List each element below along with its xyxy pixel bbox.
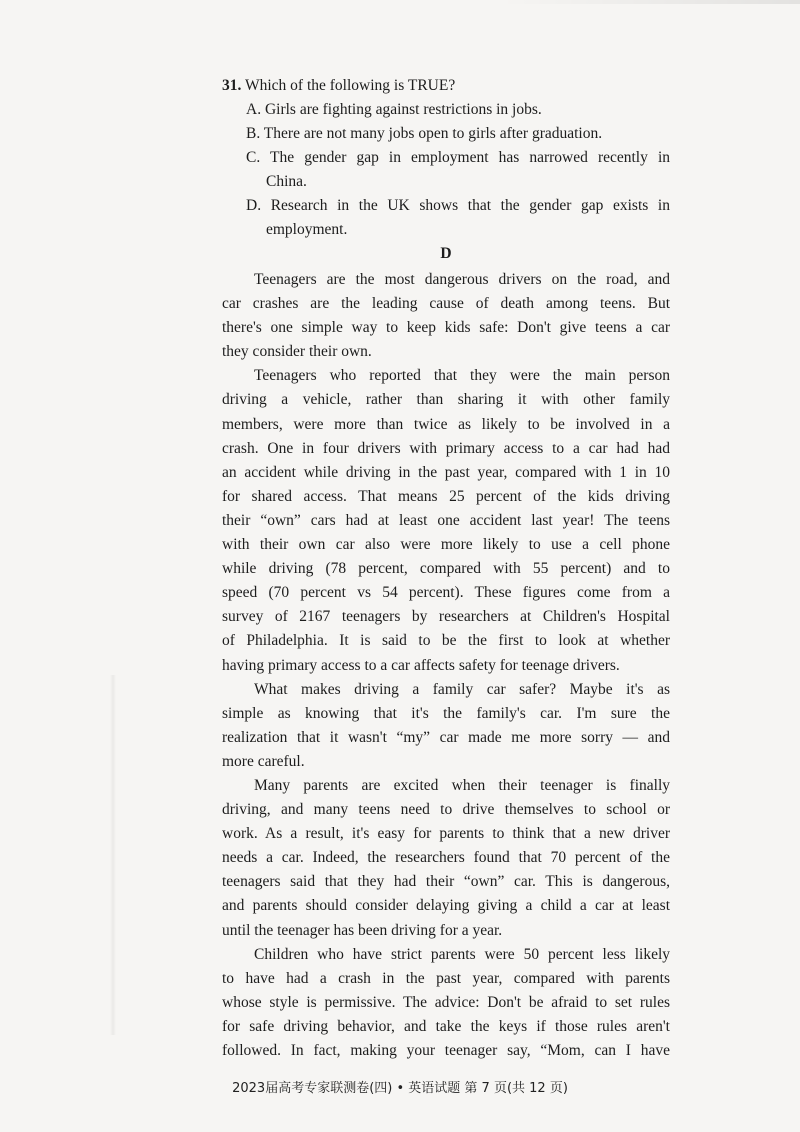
text-line: followed. In fact, making your teenager say, “Mom, can I have — [222, 1042, 670, 1059]
passage-d — [222, 268, 670, 1063]
paragraph — [222, 364, 670, 677]
text-line: members, were more than twice as likely to be involved in a — [222, 415, 670, 433]
page-footer: 2023届高考专家联测卷(四) • 英语试题 第 7 页(共 12 页) — [232, 1081, 568, 1096]
text-line: realization that it wasn't “my” car made me more sorry — and — [222, 728, 670, 746]
text-line: Teenagers who reported that they were the main person — [254, 367, 670, 385]
text-line: they consider their own. — [222, 343, 372, 361]
text-line: and parents should consider delaying giving a child a car at least — [222, 897, 670, 915]
text-line: work. As a result, it's easy for parents to think that a new driver — [222, 825, 670, 843]
question-31 — [222, 74, 670, 242]
text-line: of Philadelphia. It is said to be the first to look at whether — [222, 632, 670, 650]
text-line: What makes driving a family car safer? Maybe it's as — [254, 680, 670, 698]
text-line: Teenagers are the most dangerous drivers on the road, and — [254, 271, 670, 288]
paragraph — [222, 774, 670, 943]
text-line: more careful. — [222, 752, 305, 770]
text-line: their “own” cars had at least one accident last year! The teens — [222, 511, 670, 529]
text-line: simple as knowing that it's the family's car. I'm sure the — [222, 704, 670, 722]
text-line: until the teenager has been driving for a year. — [222, 921, 503, 939]
text-line: crash. One in four drivers with primary access to a car had had — [222, 439, 670, 457]
text-line: Children who have strict parents were 50 percent less likely — [254, 945, 670, 963]
option-c-cont: China. — [266, 173, 307, 190]
text-line: an accident while driving in the past year, compared with 1 in 10 — [222, 463, 670, 481]
text-line: for shared access. That means 25 percent of the kids driving — [222, 487, 670, 505]
text-line: to have had a crash in the past year, compared with parents — [222, 969, 670, 987]
page-content — [222, 74, 670, 1063]
text-line: there's one simple way to keep kids safe: Don't give teens a car — [222, 319, 670, 337]
text-line: survey of 2167 teenagers by researchers at Children's Hospital — [222, 608, 670, 626]
text-line: while driving (78 percent, compared with 55 percent) and to — [222, 560, 670, 578]
option-a: A. Girls are fighting against restrictions in jobs. — [246, 101, 542, 118]
text-line: car crashes are the leading cause of death among teens. But — [222, 295, 670, 313]
option-d: D. Research in the UK shows that the gender gap exists in — [246, 197, 670, 214]
text-line: Many parents are excited when their teenager is finally — [254, 776, 670, 794]
question-text: Which of the following is TRUE? — [244, 77, 456, 94]
text-line: speed (70 percent vs 54 percent). These figures come from a — [222, 584, 670, 602]
text-line: whose style is permissive. The advice: Don't be afraid to set rules — [222, 993, 670, 1011]
text-line: for safe driving behavior, and take the keys if those rules aren't — [222, 1017, 670, 1035]
paragraph — [222, 268, 670, 364]
scan-shadow — [110, 675, 116, 1035]
option-d-cont: employment. — [266, 221, 348, 238]
option-b: B. There are not many jobs open to girls after graduation. — [246, 125, 603, 142]
text-line: having primary access to a car affects safety for teenage drivers. — [222, 656, 620, 674]
text-line: with their own car also were more likely to use a cell phone — [222, 536, 670, 554]
text-line: driving, and many teens need to drive themselves to school or — [222, 801, 670, 819]
option-c: C. The gender gap in employment has narrowed recently in — [246, 149, 670, 166]
text-line: driving a vehicle, rather than sharing it with other family — [222, 391, 670, 409]
paragraph — [222, 678, 670, 774]
section-heading: D — [440, 245, 452, 262]
question-stem — [222, 74, 670, 98]
text-line: needs a car. Indeed, the researchers found that 70 percent of the — [222, 849, 670, 867]
question-number: 31. — [222, 77, 242, 94]
scan-edge — [500, 0, 800, 4]
paragraph — [222, 943, 670, 1063]
text-line: teenagers said that they had their “own” car. This is dangerous, — [222, 873, 670, 891]
